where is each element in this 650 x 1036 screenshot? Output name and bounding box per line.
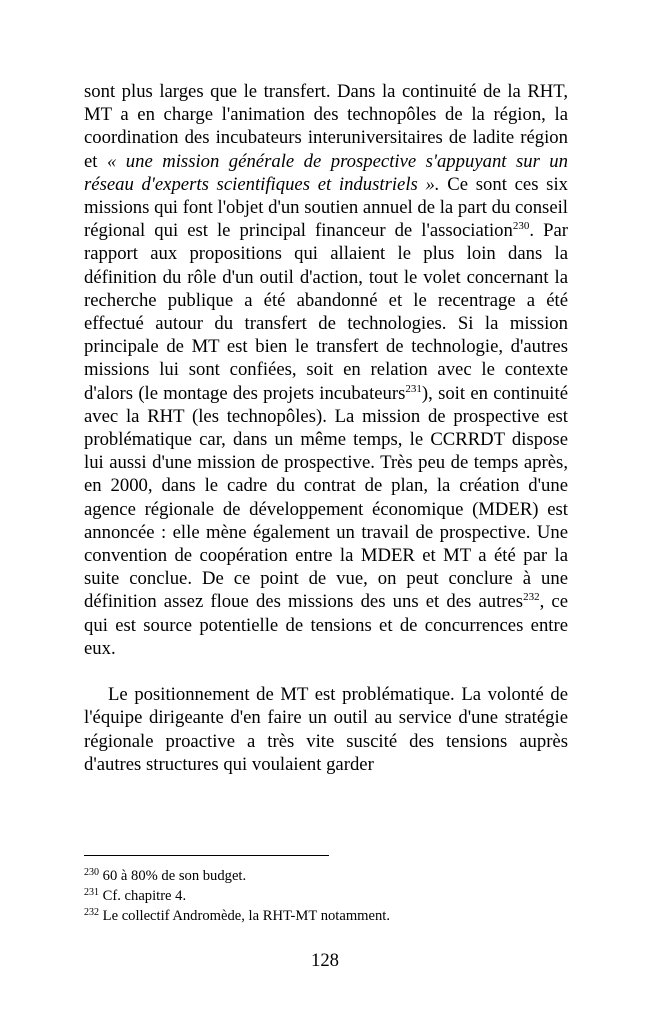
- paragraph-1-text-2: Ce sont ces six missions qui font l'objet d'un soutien annuel de la part du conseil régional qui est le principal financeur de l'association: [84, 173, 568, 242]
- footnote-230: [84, 866, 568, 886]
- footnotes: [84, 866, 568, 926]
- footnote-number: 232: [84, 907, 99, 918]
- footnote-text: Le collectif Andromède, la RHT-MT notamment.: [99, 908, 390, 924]
- body-text: [84, 80, 568, 776]
- page-number: 128: [310, 950, 340, 971]
- quotation: « une mission générale de prospective s'appuyant sur un réseau d'experts scientifiques et industriels ».: [84, 150, 568, 195]
- footnote-separator: [84, 855, 329, 856]
- paragraph-1: [84, 80, 568, 660]
- footnote-231: [84, 886, 568, 906]
- footnote-232: [84, 906, 568, 926]
- footnote-ref-231: 231: [405, 382, 422, 395]
- footnote-number: 231: [84, 887, 99, 898]
- footnote-number: 230: [84, 867, 99, 878]
- paragraph-1-text-3: . Par rapport aux propositions qui allaient le plus loin dans la définition du rôle d'un outil d'action, tout le volet concernant la recherche publique a été abandonné et le recentrage a été effectué autour du transfert de technologies. Si la mission principale de MT est bien le transfert de technologie, d'autres missions lui sont confiées, soit en relation avec le contexte d'alors (le montage des projets incubateurs: [84, 220, 568, 404]
- footnote-text: 60 à 80% de son budget.: [99, 868, 247, 884]
- footnote-text: Cf. chapitre 4.: [99, 888, 187, 904]
- paragraph-2: Le positionnement de MT est problématique. La volonté de l'équipe dirigeante d'en faire un outil au service d'une stratégie régionale proactive a très vite suscité des tensions auprès d'autres structures qui voulaient garder: [84, 684, 568, 775]
- paragraph-1-text-4: ), soit en continuité avec la RHT (les technopôles). La mission de prospective est problématique car, dans un même temps, le CCRRDT dispose lui aussi d'une mission de prospective. Très peu de temps après, en 2000, dans le cadre du contrat de plan, la création d'une agence régionale de développement économique (MDER) est annoncée : elle mène également un travail de prospective. Une convention de coopération entre la MDER et MT a été par la suite conclue. De ce point de vue, on peut conclure à une définition assez floue des missions des uns et des autres: [84, 382, 568, 613]
- footnote-ref-232: 232: [523, 591, 540, 604]
- footnote-ref-230: 230: [512, 220, 530, 233]
- paragraph-1-text-5: , ce qui est source potentielle de tensions et de concurrences entre eux.: [84, 591, 568, 659]
- paragraph-1-text-1: sont plus larges que le transfert. Dans la continuité de la RHT, MT a en charge l'animation des technopôles de la région, la coordination des incubateurs interuniversitaires de ladite région et: [84, 81, 568, 172]
